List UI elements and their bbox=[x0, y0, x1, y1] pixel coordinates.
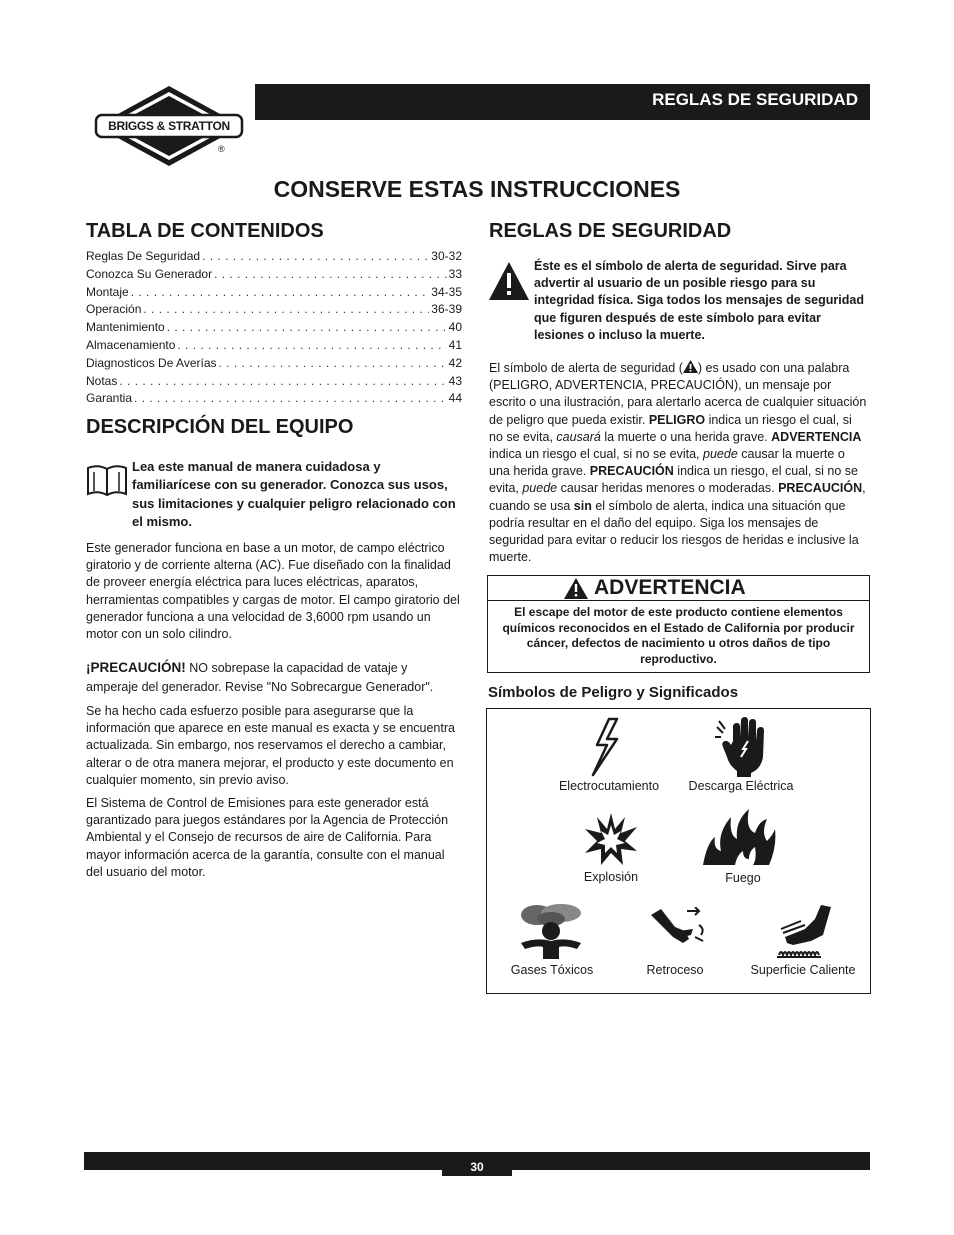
symbol-label: Explosión bbox=[583, 870, 639, 884]
warning-alert-icon bbox=[564, 578, 588, 599]
hot-surface-icon bbox=[775, 903, 835, 964]
header-bar bbox=[255, 84, 870, 120]
toc-leader bbox=[219, 355, 447, 373]
symbol-label: Gases Tóxicos bbox=[510, 963, 594, 977]
symbols-heading: Símbolos de Peligro y Significados bbox=[488, 684, 739, 701]
logo-text: BRIGGS & STRATTON bbox=[108, 119, 230, 133]
toc-item[interactable] bbox=[86, 355, 462, 373]
emphasis: puede bbox=[703, 447, 738, 462]
warning-title: ADVERTENCIA bbox=[594, 576, 746, 599]
toc-item[interactable] bbox=[86, 373, 462, 391]
toc-item[interactable] bbox=[86, 319, 462, 337]
text-fragment: ) es usado con una palabra (PELIGRO, ADVERTENCIA, PRECAUCIÓN), un mensaje por escrito o una ilustración, para alertarlo acerca de cualquier situación de peligro que pueda existir. bbox=[489, 361, 867, 427]
precaucion-term: PRECAUCIÓN bbox=[589, 464, 674, 479]
inline-alert-icon bbox=[683, 360, 698, 373]
toc-item-label: Reglas De Seguridad bbox=[86, 249, 201, 263]
electric-shock-hand-icon bbox=[715, 717, 767, 782]
text-fragment: indica un riesgo, el cual, si no se evita, bbox=[489, 464, 858, 496]
toc-item-label: Garantia bbox=[86, 391, 133, 406]
sin-term: sin bbox=[573, 498, 592, 513]
toc-item-pages: 30-32 bbox=[431, 249, 462, 263]
safety-rules-paragraph bbox=[489, 360, 867, 566]
warning-header bbox=[488, 576, 869, 601]
toxic-fumes-icon bbox=[517, 903, 585, 964]
fire-icon bbox=[701, 807, 777, 872]
book-icon bbox=[86, 462, 128, 503]
toc-item-pages: 34-35 bbox=[431, 284, 462, 299]
toc-item[interactable] bbox=[86, 266, 462, 284]
lightning-bolt-icon bbox=[587, 717, 623, 782]
emphasis: causará bbox=[556, 429, 601, 444]
registered-mark: ® bbox=[218, 144, 225, 154]
description-heading: DESCRIPCIÓN DEL EQUIPO bbox=[86, 416, 354, 438]
toc-item[interactable] bbox=[86, 284, 462, 302]
symbol-label: Retroceso bbox=[646, 963, 704, 977]
toc-item[interactable] bbox=[86, 390, 462, 408]
toc-item-label: Notas bbox=[86, 373, 118, 388]
toc-item-pages: 43 bbox=[448, 373, 462, 388]
text-fragment: la muerte o una herida grave. bbox=[600, 429, 772, 444]
page-number: 30 bbox=[442, 1152, 512, 1176]
toc-item-pages: 36-39 bbox=[431, 302, 462, 317]
toc-leader bbox=[134, 390, 447, 408]
manual-note: Lea este manual de manera cuidadosa y familiarícese con su generador. Conozca sus usos, sus limitaciones y cualquier peligro relacionado con el mismo. bbox=[132, 459, 456, 530]
precaucion-term: PRECAUCIÓN bbox=[778, 481, 863, 496]
kickback-icon bbox=[649, 907, 707, 956]
toc-heading: TABLA DE CONTENIDOS bbox=[86, 220, 324, 242]
toc-item[interactable] bbox=[86, 301, 462, 319]
toc-item-pages: 40 bbox=[448, 320, 462, 335]
toc-leader bbox=[119, 373, 446, 391]
header-title: REGLAS DE SEGURIDAD bbox=[652, 90, 858, 109]
explosion-icon bbox=[583, 811, 639, 872]
toc-item-pages: 33 bbox=[448, 266, 462, 281]
toc-item[interactable] bbox=[86, 337, 462, 355]
peligro-term: PELIGRO bbox=[648, 412, 706, 427]
toc-item-label: Montaje bbox=[86, 284, 129, 299]
text-fragment: causar heridas menores o moderadas. bbox=[557, 481, 779, 496]
symbol-label: Superficie Caliente bbox=[750, 963, 856, 977]
description-paragraph-2: Se ha hecho cada esfuerzo posible para asegurarse que la información que aparece en este manual es exacta y se encuentra actualizada. Sin embargo, nos reservamos el derecho a cambiar, alterar o de otra manera mejorar, el producto y este documento en cualquier momento, sin previo aviso. bbox=[86, 704, 455, 787]
safety-rules-heading: REGLAS DE SEGURIDAD bbox=[489, 220, 732, 242]
safety-alert-note: Éste es el símbolo de alerta de seguridad. Sirve para advertir al usuario de un posible riesgo para su integridad física. Siga todos los mensajes de seguridad que figuren después de este símbolo para evitar lesiones o incluso la muerte. bbox=[534, 259, 864, 342]
toc-item-pages: 44 bbox=[448, 391, 462, 406]
toc-item-label: Diagnosticos De Averías bbox=[86, 355, 217, 370]
toc-leader bbox=[131, 284, 430, 302]
description-paragraph-1: Este generador funciona en base a un motor, de campo eléctrico giratorio y de corriente alterna (AC). Fue diseñado con la finalidad de proveer energía eléctrica para luces eléctricas, aparatos, herramientas compatibles y cargas de motor. El campo giratorio del generador funciona a una velocidad de 3,6000 rpm usando un motor con un solo cilindro. bbox=[86, 541, 460, 642]
toc-leader bbox=[177, 337, 446, 355]
text-fragment: indica un riesgo el cual, si no se evita, bbox=[489, 412, 852, 444]
text-fragment: El símbolo de alerta de seguridad ( bbox=[489, 361, 683, 375]
toc-item-pages: 42 bbox=[448, 355, 462, 370]
text-fragment: causar la muerte o una herida grave. bbox=[489, 447, 845, 479]
caution-paragraph bbox=[86, 658, 462, 697]
warning-box bbox=[487, 575, 870, 673]
toc-item-label: Almacenamiento bbox=[86, 337, 176, 352]
warning-text: El escape del motor de este producto contiene elementos químicos reconocidos en el Estado de California por producir cáncer, defectos de nacimiento u otros daños de tipo reproductivo. bbox=[502, 605, 855, 666]
briggs-stratton-logo bbox=[92, 84, 247, 172]
toc-leader bbox=[214, 266, 447, 284]
toc-item-label: Mantenimiento bbox=[86, 320, 165, 335]
table-of-contents bbox=[86, 248, 462, 408]
toc-item-label: Operación bbox=[86, 302, 142, 317]
symbol-label: Fuego bbox=[725, 871, 761, 885]
page-title: CONSERVE ESTAS INSTRUCCIONES bbox=[273, 176, 681, 202]
toc-leader bbox=[167, 319, 447, 337]
text-fragment: el símbolo de alerta, indica una situación que podría resultar en el daño del equipo. Siga los mensajes de seguridad para evitar o reducir los riesgos de heridas e inclusive la muerte. bbox=[489, 498, 859, 565]
hazard-symbols-box bbox=[486, 708, 871, 994]
toc-item-pages: 41 bbox=[448, 337, 462, 352]
text-fragment: , cuando se usa bbox=[489, 481, 866, 513]
emphasis: puede bbox=[522, 481, 558, 496]
toc-item-label: Conozca Su Generador bbox=[86, 266, 213, 281]
safety-alert-icon bbox=[488, 261, 530, 306]
caution-label: ¡PRECAUCIÓN! bbox=[86, 660, 186, 675]
text-fragment: indica un riesgo el cual, si no se evita, bbox=[489, 447, 704, 462]
advertencia-term: ADVERTENCIA bbox=[771, 429, 862, 444]
symbol-label: Descarga Eléctrica bbox=[688, 779, 794, 793]
description-paragraph-3: El Sistema de Control de Emisiones para este generador está garantizado para juegos estándares por la Agencia de Protección Ambiental y el Consejo de recursos de aire de California. Para mayor información acerca de la garantía, consulte con el manual del usuario del motor. bbox=[86, 796, 449, 879]
symbol-label: Electrocutamiento bbox=[558, 779, 660, 793]
toc-leader bbox=[202, 248, 429, 266]
caution-text: NO sobrepase la capacidad de vataje y amperaje del generador. Revise "No Sobrecargue Generador". bbox=[86, 661, 434, 694]
toc-leader bbox=[143, 301, 429, 319]
toc-item[interactable] bbox=[86, 248, 462, 266]
